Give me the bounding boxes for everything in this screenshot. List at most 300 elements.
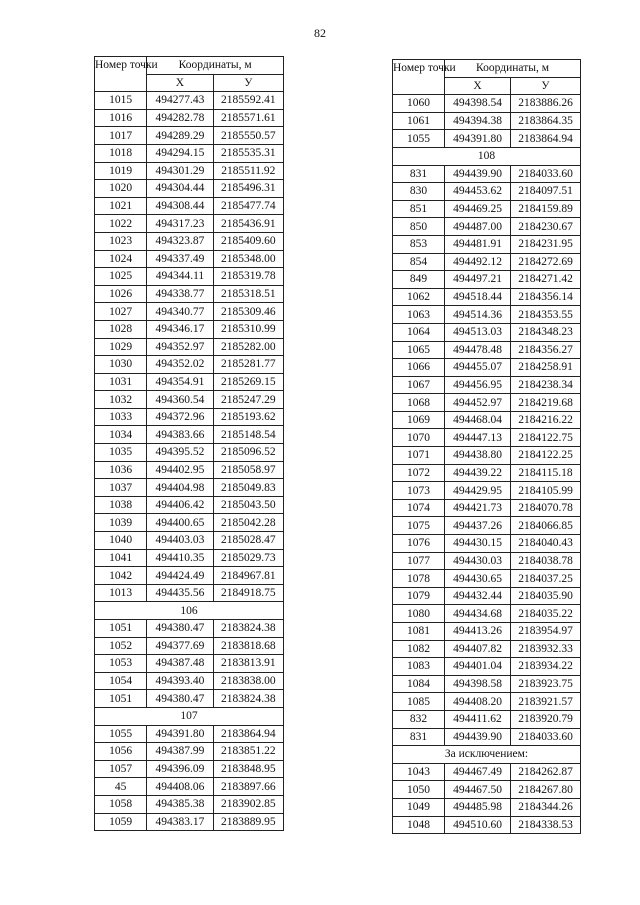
- x-coordinate-cell: 494424.49: [147, 567, 213, 585]
- y-coordinate-cell: 2185058.97: [213, 461, 283, 479]
- point-number-cell: 1059: [95, 813, 147, 831]
- y-coordinate-cell: 2184037.25: [511, 570, 581, 588]
- point-number-cell: 1061: [393, 112, 445, 130]
- table-row: [95, 444, 284, 462]
- y-coordinate-cell: 2185550.57: [213, 127, 283, 145]
- table-row: [393, 587, 581, 605]
- x-coordinate-cell: 494510.60: [445, 816, 511, 834]
- table-row: [393, 710, 581, 728]
- y-coordinate-cell: 2183920.79: [511, 710, 581, 728]
- x-coordinate-cell: 494391.80: [445, 130, 511, 148]
- table-row: [393, 447, 581, 465]
- table-row: [95, 690, 284, 708]
- x-coordinate-cell: 494453.62: [445, 183, 511, 201]
- y-coordinate-cell: 2184918.75: [213, 584, 283, 602]
- y-coordinate-cell: 2183851.22: [213, 743, 283, 761]
- y-coordinate-cell: 2185193.62: [213, 408, 283, 426]
- y-coordinate-cell: 2185281.77: [213, 356, 283, 374]
- table-row: [95, 127, 284, 145]
- y-coordinate-cell: 2184258.91: [511, 359, 581, 377]
- y-coordinate-cell: 2183864.94: [511, 130, 581, 148]
- x-coordinate-cell: 494391.80: [147, 725, 213, 743]
- page-number: 82: [314, 26, 326, 40]
- table-row: [95, 356, 284, 374]
- y-coordinate-cell: 2184040.43: [511, 535, 581, 553]
- y-coordinate-cell: 2185535.31: [213, 144, 283, 162]
- table-row: [95, 232, 284, 250]
- y-coordinate-cell: 2184348.23: [511, 323, 581, 341]
- y-coordinate-cell: 2183902.85: [213, 795, 283, 813]
- x-coordinate-cell: 494410.35: [147, 549, 213, 567]
- point-number-cell: 1037: [95, 479, 147, 497]
- section-row: [95, 602, 284, 620]
- x-coordinate-cell: 494383.17: [147, 813, 213, 831]
- header-y: У: [213, 74, 283, 92]
- x-coordinate-cell: 494403.03: [147, 532, 213, 550]
- point-number-cell: 1026: [95, 285, 147, 303]
- point-number-cell: 1072: [393, 464, 445, 482]
- x-coordinate-cell: 494404.98: [147, 479, 213, 497]
- table-row: [95, 92, 284, 110]
- section-label: За исключением:: [393, 746, 581, 764]
- point-number-cell: 853: [393, 235, 445, 253]
- point-number-cell: 1080: [393, 605, 445, 623]
- point-number-cell: 1038: [95, 496, 147, 514]
- y-coordinate-cell: 2185282.00: [213, 338, 283, 356]
- x-coordinate-cell: 494455.07: [445, 359, 511, 377]
- table-row: [95, 760, 284, 778]
- x-coordinate-cell: 494438.80: [445, 447, 511, 465]
- point-number-cell: 1052: [95, 637, 147, 655]
- table-row: [95, 637, 284, 655]
- x-coordinate-cell: 494346.17: [147, 320, 213, 338]
- table-row: [393, 499, 581, 517]
- y-coordinate-cell: 2185477.74: [213, 197, 283, 215]
- x-coordinate-cell: 494372.96: [147, 408, 213, 426]
- point-number-cell: 1051: [95, 690, 147, 708]
- y-coordinate-cell: 2184038.78: [511, 552, 581, 570]
- header-x: Х: [445, 77, 511, 95]
- x-coordinate-cell: 494487.00: [445, 218, 511, 236]
- y-coordinate-cell: 2184097.51: [511, 183, 581, 201]
- x-coordinate-cell: 494439.90: [445, 728, 511, 746]
- x-coordinate-cell: 494452.97: [445, 394, 511, 412]
- x-coordinate-cell: 494402.95: [147, 461, 213, 479]
- coordinates-table-right: [392, 59, 581, 834]
- table-row: [95, 250, 284, 268]
- x-coordinate-cell: 494338.77: [147, 285, 213, 303]
- table-row: [393, 570, 581, 588]
- y-coordinate-cell: 2185436.91: [213, 215, 283, 233]
- x-coordinate-cell: 494380.47: [147, 690, 213, 708]
- x-coordinate-cell: 494485.98: [445, 798, 511, 816]
- x-coordinate-cell: 494468.04: [445, 411, 511, 429]
- y-coordinate-cell: 2185409.60: [213, 232, 283, 250]
- table-row: [95, 567, 284, 585]
- point-number-cell: 1060: [393, 95, 445, 113]
- point-number-cell: 1015: [95, 92, 147, 110]
- table-row: [95, 408, 284, 426]
- y-coordinate-cell: 2183813.91: [213, 655, 283, 673]
- section-label: 108: [393, 147, 581, 165]
- x-coordinate-cell: 494380.47: [147, 620, 213, 638]
- table-row: [393, 640, 581, 658]
- x-coordinate-cell: 494340.77: [147, 303, 213, 321]
- x-coordinate-cell: 494383.66: [147, 426, 213, 444]
- y-coordinate-cell: 2184230.67: [511, 218, 581, 236]
- table-row: [393, 359, 581, 377]
- point-number-cell: 1016: [95, 109, 147, 127]
- point-number-cell: 1057: [95, 760, 147, 778]
- point-number-cell: 1085: [393, 693, 445, 711]
- x-coordinate-cell: 494481.91: [445, 235, 511, 253]
- point-number-cell: 1040: [95, 532, 147, 550]
- point-number-cell: 1073: [393, 482, 445, 500]
- point-number-cell: 1027: [95, 303, 147, 321]
- y-coordinate-cell: 2184033.60: [511, 165, 581, 183]
- x-coordinate-cell: 494395.52: [147, 444, 213, 462]
- point-number-cell: 45: [95, 778, 147, 796]
- x-coordinate-cell: 494385.38: [147, 795, 213, 813]
- y-coordinate-cell: 2184070.78: [511, 499, 581, 517]
- section-row: [95, 707, 284, 725]
- point-number-cell: 1023: [95, 232, 147, 250]
- table-row: [95, 338, 284, 356]
- point-number-cell: 1053: [95, 655, 147, 673]
- point-number-cell: 1074: [393, 499, 445, 517]
- table-row: [95, 672, 284, 690]
- section-row: [393, 746, 581, 764]
- x-coordinate-cell: 494430.15: [445, 535, 511, 553]
- table-row: [393, 693, 581, 711]
- table-row: [393, 183, 581, 201]
- x-coordinate-cell: 494377.69: [147, 637, 213, 655]
- x-coordinate-cell: 494469.25: [445, 200, 511, 218]
- y-coordinate-cell: 2183848.95: [213, 760, 283, 778]
- y-coordinate-cell: 2184353.55: [511, 306, 581, 324]
- point-number-cell: 1055: [393, 130, 445, 148]
- y-coordinate-cell: 2185496.31: [213, 180, 283, 198]
- y-coordinate-cell: 2184159.89: [511, 200, 581, 218]
- table-row: [393, 376, 581, 394]
- point-number-cell: 850: [393, 218, 445, 236]
- point-number-cell: 1031: [95, 373, 147, 391]
- x-coordinate-cell: 494430.03: [445, 552, 511, 570]
- y-coordinate-cell: 2185096.52: [213, 444, 283, 462]
- x-coordinate-cell: 494429.95: [445, 482, 511, 500]
- table-row: [393, 623, 581, 641]
- table-row: [393, 429, 581, 447]
- table-row: [95, 461, 284, 479]
- y-coordinate-cell: 2184115.18: [511, 464, 581, 482]
- y-coordinate-cell: 2183932.33: [511, 640, 581, 658]
- point-number-cell: 854: [393, 253, 445, 271]
- x-coordinate-cell: 494323.87: [147, 232, 213, 250]
- table-body-left: [95, 92, 284, 831]
- table-row: [393, 411, 581, 429]
- x-coordinate-cell: 494408.20: [445, 693, 511, 711]
- y-coordinate-cell: 2184267.80: [511, 781, 581, 799]
- y-coordinate-cell: 2184238.34: [511, 376, 581, 394]
- y-coordinate-cell: 2184035.22: [511, 605, 581, 623]
- x-coordinate-cell: 494352.97: [147, 338, 213, 356]
- y-coordinate-cell: 2185049.83: [213, 479, 283, 497]
- table-row: [95, 620, 284, 638]
- point-number-cell: 1039: [95, 514, 147, 532]
- table-row: [95, 795, 284, 813]
- y-coordinate-cell: 2183889.95: [213, 813, 283, 831]
- y-coordinate-cell: 2185348.00: [213, 250, 283, 268]
- y-coordinate-cell: 2185043.50: [213, 496, 283, 514]
- point-number-cell: 1018: [95, 144, 147, 162]
- y-coordinate-cell: 2184262.87: [511, 763, 581, 781]
- y-coordinate-cell: 2185042.28: [213, 514, 283, 532]
- x-coordinate-cell: 494398.54: [445, 95, 511, 113]
- point-number-cell: 1043: [393, 763, 445, 781]
- point-number-cell: 832: [393, 710, 445, 728]
- point-number-cell: 1064: [393, 323, 445, 341]
- table-row: [95, 215, 284, 233]
- table-row: [393, 271, 581, 289]
- y-coordinate-cell: 2183934.22: [511, 658, 581, 676]
- table-row: [393, 130, 581, 148]
- y-coordinate-cell: 2184033.60: [511, 728, 581, 746]
- table-row: [393, 482, 581, 500]
- x-coordinate-cell: 494456.95: [445, 376, 511, 394]
- point-number-cell: 1041: [95, 549, 147, 567]
- y-coordinate-cell: 2184338.53: [511, 816, 581, 834]
- table-row: [95, 109, 284, 127]
- x-coordinate-cell: 494344.11: [147, 268, 213, 286]
- y-coordinate-cell: 2184356.27: [511, 341, 581, 359]
- y-coordinate-cell: 2183886.26: [511, 95, 581, 113]
- x-coordinate-cell: 494354.91: [147, 373, 213, 391]
- x-coordinate-cell: 494514.36: [445, 306, 511, 324]
- header-coordinates: Координаты, м: [147, 57, 284, 75]
- table-row: [95, 479, 284, 497]
- point-number-cell: 1030: [95, 356, 147, 374]
- table-row: [393, 464, 581, 482]
- table-row: [95, 285, 284, 303]
- table-row: [393, 306, 581, 324]
- point-number-cell: 1049: [393, 798, 445, 816]
- table-row: [95, 426, 284, 444]
- x-coordinate-cell: 494413.26: [445, 623, 511, 641]
- point-number-cell: 1035: [95, 444, 147, 462]
- point-number-cell: 1079: [393, 587, 445, 605]
- y-coordinate-cell: 2184066.85: [511, 517, 581, 535]
- y-coordinate-cell: 2184967.81: [213, 567, 283, 585]
- point-number-cell: 849: [393, 271, 445, 289]
- y-coordinate-cell: 2184219.68: [511, 394, 581, 412]
- point-number-cell: 1083: [393, 658, 445, 676]
- table-row: [393, 253, 581, 271]
- x-coordinate-cell: 494337.49: [147, 250, 213, 268]
- y-coordinate-cell: 2183824.38: [213, 690, 283, 708]
- table-row: [95, 778, 284, 796]
- x-coordinate-cell: 494301.29: [147, 162, 213, 180]
- point-number-cell: 1019: [95, 162, 147, 180]
- y-coordinate-cell: 2184122.75: [511, 429, 581, 447]
- y-coordinate-cell: 2183864.94: [213, 725, 283, 743]
- x-coordinate-cell: 494467.49: [445, 763, 511, 781]
- point-number-cell: 851: [393, 200, 445, 218]
- point-number-cell: 1021: [95, 197, 147, 215]
- x-coordinate-cell: 494308.44: [147, 197, 213, 215]
- point-number-cell: 1025: [95, 268, 147, 286]
- table-row: [393, 218, 581, 236]
- table-row: [393, 235, 581, 253]
- x-coordinate-cell: 494513.03: [445, 323, 511, 341]
- point-number-cell: 1050: [393, 781, 445, 799]
- point-number-cell: 1070: [393, 429, 445, 447]
- table-row: [393, 288, 581, 306]
- y-coordinate-cell: 2185318.51: [213, 285, 283, 303]
- y-coordinate-cell: 2185029.73: [213, 549, 283, 567]
- x-coordinate-cell: 494435.56: [147, 584, 213, 602]
- y-coordinate-cell: 2184105.99: [511, 482, 581, 500]
- x-coordinate-cell: 494421.73: [445, 499, 511, 517]
- x-coordinate-cell: 494294.15: [147, 144, 213, 162]
- y-coordinate-cell: 2183954.97: [511, 623, 581, 641]
- y-coordinate-cell: 2184035.90: [511, 587, 581, 605]
- point-number-cell: 1065: [393, 341, 445, 359]
- table-row: [95, 549, 284, 567]
- point-number-cell: 1075: [393, 517, 445, 535]
- header-point-number: Номер точки: [393, 60, 445, 95]
- table-row: [95, 197, 284, 215]
- table-row: [95, 584, 284, 602]
- x-coordinate-cell: 494437.26: [445, 517, 511, 535]
- point-number-cell: 1051: [95, 620, 147, 638]
- point-number-cell: 1078: [393, 570, 445, 588]
- point-number-cell: 1029: [95, 338, 147, 356]
- y-coordinate-cell: 2183923.75: [511, 675, 581, 693]
- table-row: [393, 323, 581, 341]
- point-number-cell: 1081: [393, 623, 445, 641]
- table-row: [393, 200, 581, 218]
- table-row: [393, 816, 581, 834]
- table-row: [393, 341, 581, 359]
- table-row: [393, 95, 581, 113]
- point-number-cell: 1042: [95, 567, 147, 585]
- y-coordinate-cell: 2185571.61: [213, 109, 283, 127]
- x-coordinate-cell: 494518.44: [445, 288, 511, 306]
- point-number-cell: 1067: [393, 376, 445, 394]
- header-x: Х: [147, 74, 213, 92]
- y-coordinate-cell: 2183824.38: [213, 620, 283, 638]
- point-number-cell: 1017: [95, 127, 147, 145]
- table-row: [95, 655, 284, 673]
- point-number-cell: 1054: [95, 672, 147, 690]
- y-coordinate-cell: 2184356.14: [511, 288, 581, 306]
- table-body-right: [393, 95, 581, 834]
- point-number-cell: 1033: [95, 408, 147, 426]
- table-row: [95, 180, 284, 198]
- table-row: [393, 394, 581, 412]
- y-coordinate-cell: 2184216.22: [511, 411, 581, 429]
- x-coordinate-cell: 494282.78: [147, 109, 213, 127]
- x-coordinate-cell: 494432.44: [445, 587, 511, 605]
- x-coordinate-cell: 494434.68: [445, 605, 511, 623]
- y-coordinate-cell: 2184271.42: [511, 271, 581, 289]
- y-coordinate-cell: 2183864.35: [511, 112, 581, 130]
- x-coordinate-cell: 494352.02: [147, 356, 213, 374]
- point-number-cell: 1020: [95, 180, 147, 198]
- x-coordinate-cell: 494394.38: [445, 112, 511, 130]
- table-row: [393, 517, 581, 535]
- x-coordinate-cell: 494411.62: [445, 710, 511, 728]
- point-number-cell: 1028: [95, 320, 147, 338]
- table-row: [95, 144, 284, 162]
- y-coordinate-cell: 2185269.15: [213, 373, 283, 391]
- point-number-cell: 1062: [393, 288, 445, 306]
- table-row: [393, 605, 581, 623]
- point-number-cell: 1055: [95, 725, 147, 743]
- y-coordinate-cell: 2185511.92: [213, 162, 283, 180]
- table-row: [393, 112, 581, 130]
- y-coordinate-cell: 2185592.41: [213, 92, 283, 110]
- table-row: [95, 496, 284, 514]
- header-y: У: [511, 77, 581, 95]
- y-coordinate-cell: 2184272.69: [511, 253, 581, 271]
- x-coordinate-cell: 494447.13: [445, 429, 511, 447]
- point-number-cell: 1077: [393, 552, 445, 570]
- table-row: [95, 303, 284, 321]
- table-row: [95, 514, 284, 532]
- section-row: [393, 147, 581, 165]
- x-coordinate-cell: 494396.09: [147, 760, 213, 778]
- y-coordinate-cell: 2185028.47: [213, 532, 283, 550]
- point-number-cell: 1024: [95, 250, 147, 268]
- x-coordinate-cell: 494387.48: [147, 655, 213, 673]
- table-row: [393, 781, 581, 799]
- table-row: [95, 391, 284, 409]
- x-coordinate-cell: 494439.22: [445, 464, 511, 482]
- x-coordinate-cell: 494497.21: [445, 271, 511, 289]
- y-coordinate-cell: 2184231.95: [511, 235, 581, 253]
- y-coordinate-cell: 2185309.46: [213, 303, 283, 321]
- y-coordinate-cell: 2185148.54: [213, 426, 283, 444]
- table-row: [393, 165, 581, 183]
- point-number-cell: 1063: [393, 306, 445, 324]
- header-point-number: Номер точки: [95, 57, 147, 92]
- y-coordinate-cell: 2183818.68: [213, 637, 283, 655]
- coordinates-table-left: [94, 56, 284, 831]
- x-coordinate-cell: 494360.54: [147, 391, 213, 409]
- point-number-cell: 1084: [393, 675, 445, 693]
- point-number-cell: 1032: [95, 391, 147, 409]
- y-coordinate-cell: 2185247.29: [213, 391, 283, 409]
- table-row: [95, 743, 284, 761]
- point-number-cell: 1069: [393, 411, 445, 429]
- y-coordinate-cell: 2183921.57: [511, 693, 581, 711]
- table-row: [95, 373, 284, 391]
- x-coordinate-cell: 494400.65: [147, 514, 213, 532]
- point-number-cell: 1036: [95, 461, 147, 479]
- point-number-cell: 1066: [393, 359, 445, 377]
- section-label: 107: [95, 707, 284, 725]
- table-row: [95, 162, 284, 180]
- table-row: [393, 728, 581, 746]
- x-coordinate-cell: 494277.43: [147, 92, 213, 110]
- point-number-cell: 1034: [95, 426, 147, 444]
- x-coordinate-cell: 494407.82: [445, 640, 511, 658]
- section-label: 106: [95, 602, 284, 620]
- point-number-cell: 831: [393, 728, 445, 746]
- table-row: [393, 675, 581, 693]
- x-coordinate-cell: 494289.29: [147, 127, 213, 145]
